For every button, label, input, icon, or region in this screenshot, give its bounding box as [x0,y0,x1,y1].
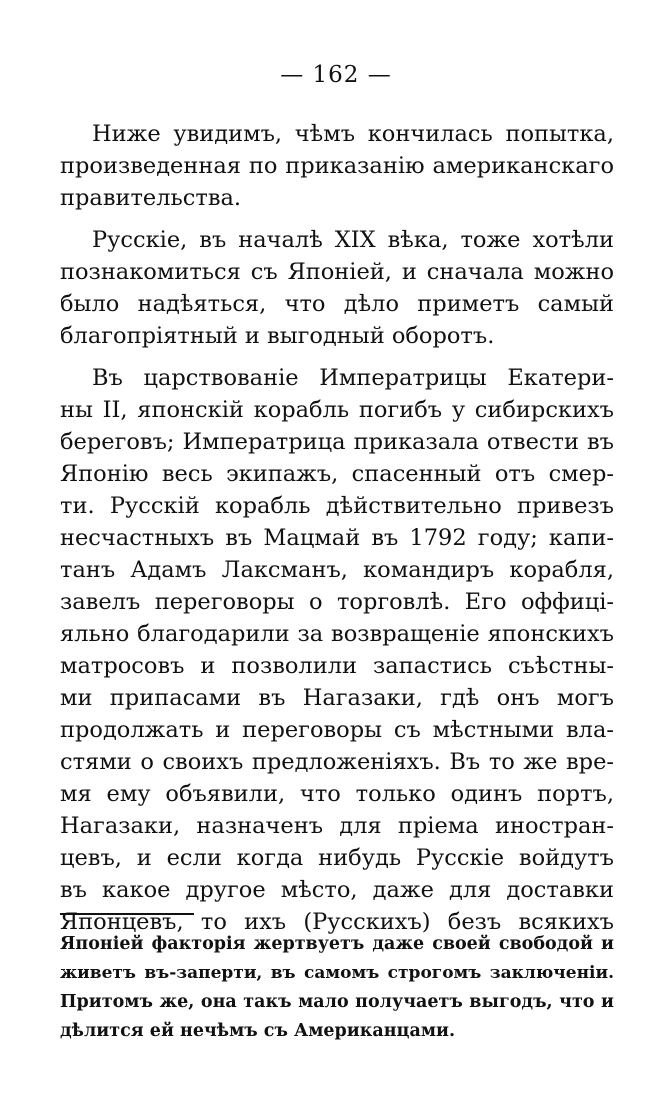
text-line: Японцевъ, то ихъ (Русскихъ) безъ всякихъ [60,909,614,935]
text-line: благопріятный и выгодный оборотъ. [60,323,495,349]
footnote-line: Притомъ же, она такъ мало получаетъ выгодъ, что и [60,992,614,1012]
footnote-line: Японіей факторія жертвуетъ даже своей свободой и [60,934,614,954]
text-line: яльно благодарили за возвращеніе японскихъ [60,621,614,647]
text-line: мя ему объявили, что только одинъ портъ, [60,781,614,807]
text-line: было надѣяться, что дѣло приметъ самый [60,291,614,317]
footnote-divider [60,913,194,915]
text-line: несчастныхъ въ Мацмай въ 1792 году; капи- [60,525,614,551]
paragraph-1 [60,118,614,214]
footnote-line: дѣлится ей нечѣмъ съ Американцами. [60,1021,456,1041]
text-line: познакомиться съ Японіей, и сначала можно [60,259,614,285]
main-text [60,118,614,938]
text-line: ти. Русскій корабль дѣйствительно привезъ [60,493,614,519]
text-line: ми припасами въ Нагазаки, гдѣ онъ могъ [60,685,614,711]
text-line: матросовъ и позволили запастись съѣстны- [60,653,614,679]
text-line: береговъ; Императрица приказала отвести въ [60,429,614,455]
text-line: въ какое другое мѣсто, даже для доставки [60,877,614,903]
footnote [60,930,614,1046]
text-line: Русскіе, въ началѣ XIX вѣка, тоже хотѣли [92,227,614,253]
text-line: Нагазаки, назначенъ для пріема иностран- [60,813,614,839]
footnote-line: живетъ въ-заперти, въ самомъ строгомъ заключеніи. [60,963,614,983]
text-line: произведенная по приказанію американскаго [60,153,614,179]
text-line: стями о своихъ предложеніяхъ. Въ то же вре- [60,749,614,775]
paragraph-2 [60,224,614,352]
text-line: завелъ переговоры о торговлѣ. Его оффиці- [60,589,614,615]
page-number: — 162 — [280,62,392,88]
text-line: Японію весь экипажъ, спасенный отъ смер- [60,461,614,487]
text-line: Ниже увидимъ, чѣмъ кончилась попытка, [92,121,614,147]
text-line: продолжать и переговоры съ мѣстными вла- [60,717,614,743]
text-line: ны II, японскій корабль погибъ у сибирскихъ [60,397,614,423]
text-line: цевъ, и если когда нибудь Русскіе войдутъ [60,845,614,871]
text-line: правительства. [60,185,242,211]
text-line: Въ царствованіе Императрицы Екатери- [92,365,614,391]
text-line: танъ Адамъ Лаксманъ, командиръ корабля, [60,557,614,583]
paragraph-3 [60,362,614,938]
